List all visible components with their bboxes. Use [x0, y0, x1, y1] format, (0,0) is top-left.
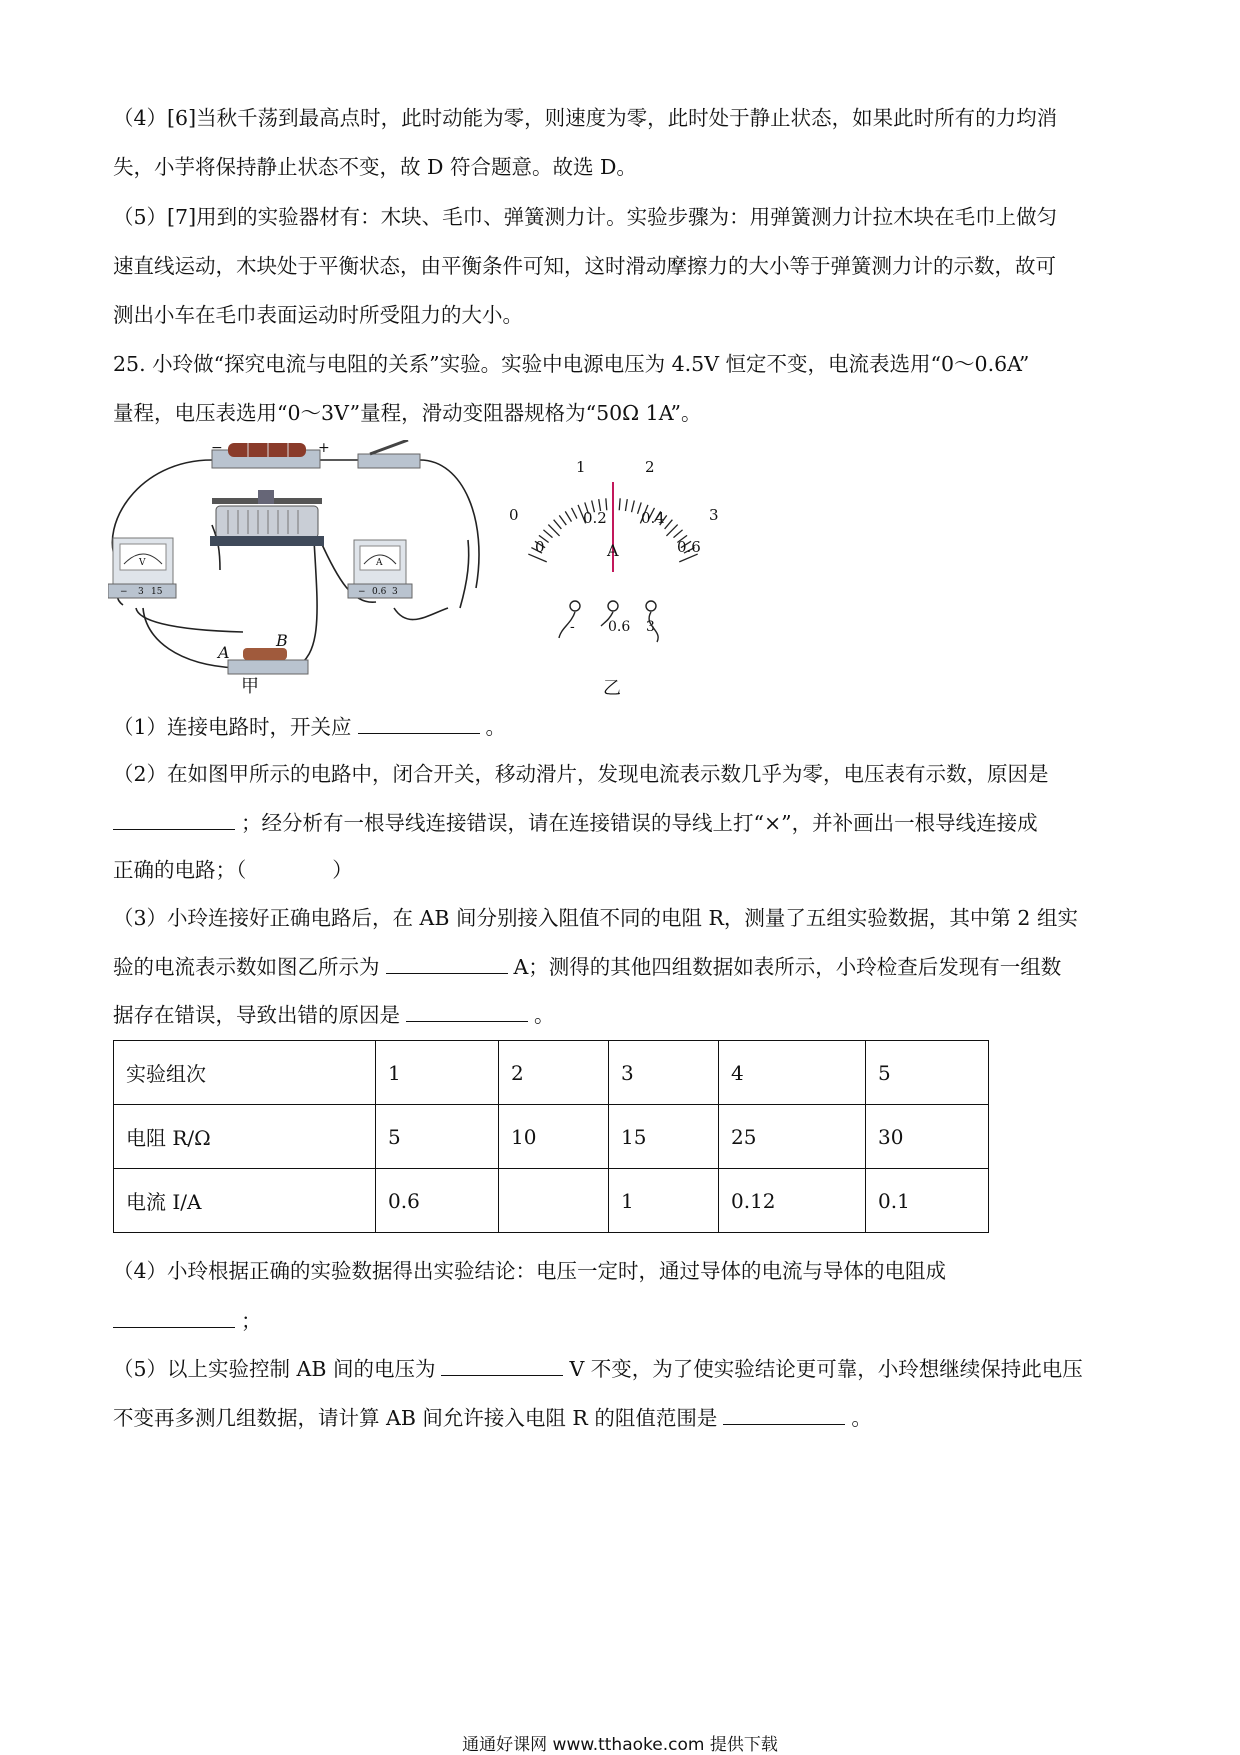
answer-blank-6[interactable] — [441, 1353, 563, 1376]
dial-scale-top-label: 1 — [576, 458, 586, 476]
subq-3-line-3 — [113, 999, 1123, 1030]
table-cell: 4 — [719, 1041, 866, 1105]
answer-4-line-1: （4）[6]当秋千荡到最高点时，此时动能为零，则速度为零，此时处于静止状态，如果此时所有的力均消 — [113, 106, 1058, 130]
subq-4-line-2 — [113, 1305, 1123, 1336]
dial-tick — [572, 508, 577, 519]
subq-3-line-2 — [113, 951, 1123, 982]
svg-text:A: A — [376, 558, 383, 568]
dial-tick — [632, 501, 635, 513]
page-footer: 通通好课网 www.tthaoke.com 提供下载 — [462, 1735, 778, 1755]
table-cell: 2 — [499, 1041, 609, 1105]
answer-5-line-1: （5）[7]用到的实验器材有：木块、毛巾、弹簧测力计。实验步骤为：用弹簧测力计拉木块在毛巾上做匀 — [113, 205, 1058, 229]
dial-tick — [554, 520, 562, 529]
answer-5-line-3: 测出小车在毛巾表面运动时所受阻力的大小。 — [113, 303, 523, 327]
subq-2-line-2-text: ；经分析有一根导线连接错误，请在连接错误的导线上打“×”，并补画出一根导线连接成 — [241, 811, 1038, 835]
subq-5-line-2-end: 。 — [851, 1406, 872, 1430]
answer-blank-1[interactable] — [358, 711, 480, 734]
subq-2-line-3-end: ） — [332, 858, 353, 882]
table-cell: 实验组次 — [114, 1041, 376, 1105]
dial-scale-bottom-label: 0.4 — [641, 509, 665, 527]
rheostat — [210, 490, 324, 546]
table-cell: 10 — [499, 1105, 609, 1169]
answer-blank-2[interactable] — [113, 807, 235, 830]
table-cell: 1 — [376, 1041, 499, 1105]
ammeter — [348, 540, 412, 598]
subq-1 — [113, 711, 1123, 742]
dial-scale-top-label: 0 — [509, 506, 519, 524]
subq-5-line-1-end: V 不变，为了使实验结论更可靠，小玲想继续保持此电压 — [569, 1357, 1083, 1381]
resistor-ab — [216, 631, 308, 674]
dial-tick — [559, 515, 566, 525]
subq-3-line-2-end: A；测得的其他四组数据如表所示，小玲检查后发现有一组数 — [513, 955, 1062, 979]
battery-minus-label: − — [211, 440, 223, 456]
label-b: B — [276, 631, 288, 650]
voltmeter — [108, 538, 176, 598]
dial-tick — [619, 498, 620, 510]
subq-1-text: （1）连接电路时，开关应 — [113, 715, 352, 739]
answer-blank-5[interactable] — [113, 1305, 235, 1328]
voltmeter-term-15: 15 — [151, 587, 163, 597]
subq-3-line-3-text: 据存在错误，导致出错的原因是 — [113, 1003, 400, 1027]
dial-scale-top-label: 3 — [709, 506, 719, 524]
subq-3-line-2-text: 验的电流表示数如图乙所示为 — [113, 955, 380, 979]
question-25-line-2: 量程，电压表选用“0～3V”量程，滑动变阻器规格为“50Ω 1A”。 — [113, 401, 702, 425]
table-cell: 5 — [376, 1105, 499, 1169]
table-row — [114, 1169, 989, 1233]
dial-tick — [665, 520, 673, 529]
ammeter-term-3: 3 — [392, 587, 398, 597]
table-cell: 3 — [609, 1041, 719, 1105]
table-cell: 15 — [609, 1105, 719, 1169]
subq-5-line-2 — [113, 1402, 1123, 1433]
table-cell: 30 — [866, 1105, 989, 1169]
table-cell: 电阻 R/Ω — [114, 1105, 376, 1169]
dial-tick — [565, 511, 571, 521]
dial-terminal-label: 0.6 — [608, 619, 631, 635]
subq-2-line-1: （2）在如图甲所示的电路中，闭合开关，移动滑片，发现电流表示数几乎为零，电压表有示数，原因是 — [113, 762, 1049, 786]
subq-2-line-3-text: 正确的电路；（ — [113, 858, 247, 882]
dial-terminal-label: - — [570, 619, 575, 635]
dial-tick — [666, 525, 677, 536]
table-cell: 0.12 — [719, 1169, 866, 1233]
subq-5-line-1 — [113, 1353, 1123, 1384]
table-row — [114, 1041, 989, 1105]
battery — [211, 440, 330, 468]
answer-blank-4[interactable] — [406, 999, 528, 1022]
dial-terminal — [570, 601, 580, 611]
dial-tick — [548, 525, 559, 536]
dial-terminal — [608, 601, 618, 611]
answer-blank-3[interactable] — [386, 951, 508, 974]
switch — [358, 440, 420, 468]
voltmeter-term-minus: − — [120, 587, 128, 597]
table-cell: 电流 I/A — [114, 1169, 376, 1233]
table-cell: 25 — [719, 1105, 866, 1169]
ammeter-term-minus: − — [358, 587, 366, 597]
dial-scale-bottom-label: 0.2 — [583, 509, 607, 527]
svg-text:V: V — [139, 558, 146, 568]
dial-scale-bottom-label: 0 — [535, 538, 545, 556]
dial-scale-top-label: 2 — [645, 458, 655, 476]
caption-jia: 甲 — [241, 676, 259, 697]
subq-5-line-1-text: （5）以上实验控制 AB 间的电压为 — [113, 1357, 436, 1381]
table-cell: 1 — [609, 1169, 719, 1233]
dial-tick — [673, 530, 682, 538]
subq-3-line-1: （3）小玲连接好正确电路后，在 AB 间分别接入阻值不同的电阻 R，测量了五组实验数据，其中第 2 组实 — [113, 906, 1078, 930]
table-cell: 0.6 — [376, 1169, 499, 1233]
dial-scale-bottom-label: 0.6 — [677, 538, 701, 556]
caption-yi: 乙 — [603, 678, 621, 698]
ammeter-term-06: 0.6 — [372, 587, 387, 597]
subq-2-line-2 — [113, 807, 1123, 838]
subq-4-line-2-end: ； — [241, 1309, 262, 1333]
circuit-figure — [108, 440, 728, 698]
question-25-line-1: 25. 小玲做“探究电流与电阻的关系”实验。实验中电源电压为 4.5V 恒定不变，电流表选用“0～0.6A” — [113, 352, 1030, 376]
dial-tick — [625, 499, 627, 511]
dial-terminal — [646, 601, 656, 611]
answer-blank-7[interactable] — [723, 1402, 845, 1425]
table-row — [114, 1105, 989, 1169]
voltmeter-term-3: 3 — [138, 587, 144, 597]
answer-5-line-2: 速直线运动，木块处于平衡状态，由平衡条件可知，这时滑动摩擦力的大小等于弹簧测力计的示数，故可 — [113, 254, 1056, 278]
subq-3-line-3-end: 。 — [534, 1003, 555, 1027]
subq-4-line-1: （4）小玲根据正确的实验数据得出实验结论：电压一定时，通过导体的电流与导体的电阻成 — [113, 1259, 947, 1283]
answer-4-line-2: 失，小芋将保持静止状态不变，故 D 符合题意。故选 D。 — [113, 155, 637, 179]
dial-tick — [543, 530, 552, 538]
table-cell-empty — [499, 1169, 609, 1233]
battery-plus-label: + — [318, 440, 330, 456]
label-a: A — [218, 643, 230, 662]
subq-1-end: 。 — [485, 715, 507, 739]
table-cell: 0.1 — [866, 1169, 989, 1233]
dial-unit-label: A — [607, 541, 619, 560]
table-cell: 5 — [866, 1041, 989, 1105]
subq-2-line-3 — [113, 855, 1123, 885]
ammeter-dial — [509, 458, 719, 642]
dial-terminal-label: 3 — [646, 619, 655, 635]
data-table — [113, 1040, 989, 1233]
subq-5-line-2-text: 不变再多测几组数据，请计算 AB 间允许接入电阻 R 的阻值范围是 — [113, 1406, 718, 1430]
